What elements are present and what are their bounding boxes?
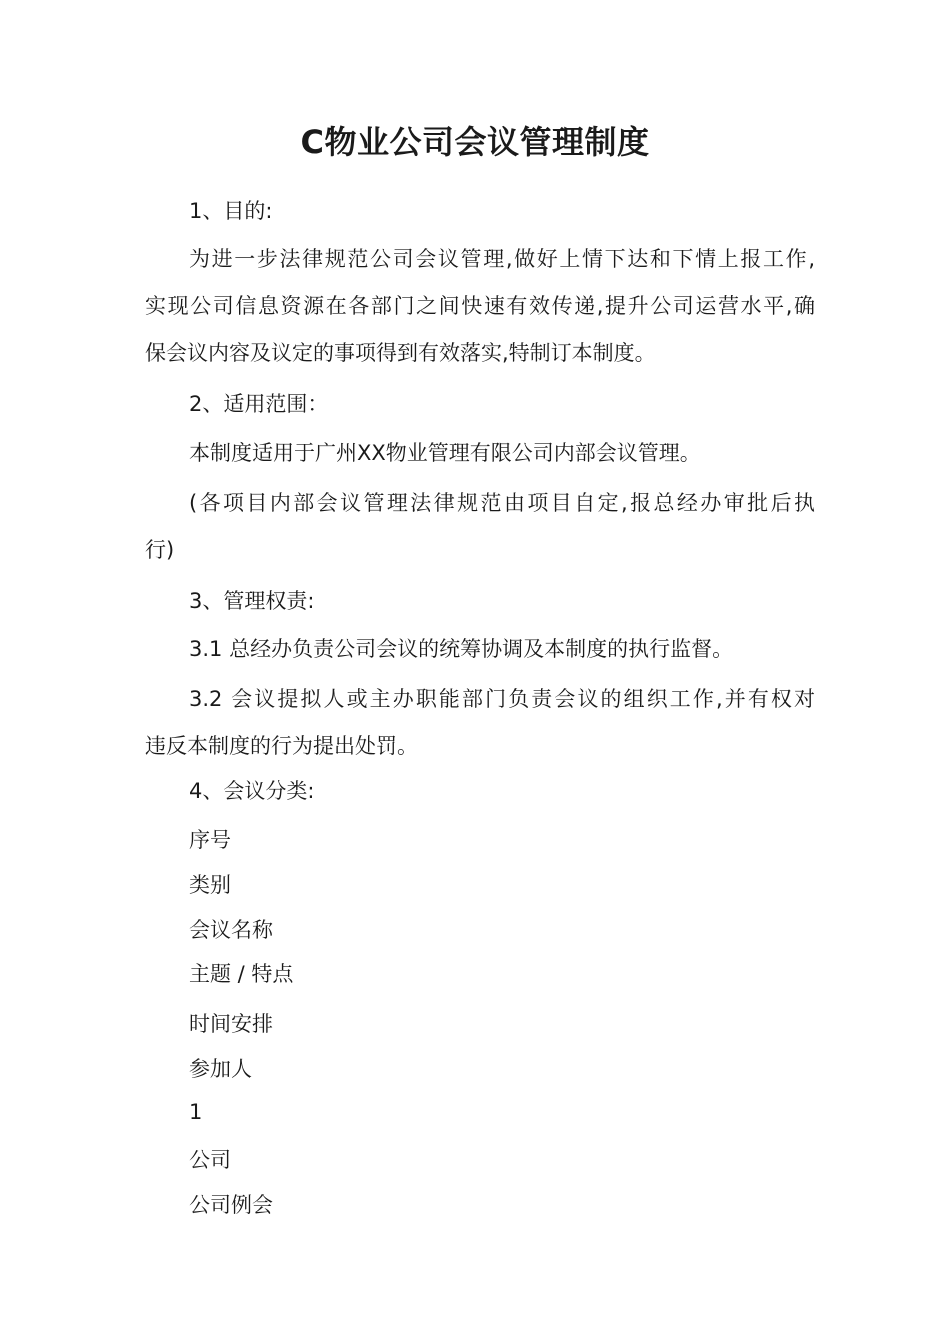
classification-list-item: 序号 (189, 828, 231, 852)
section-4-heading: 4、会议分类: (189, 779, 315, 803)
section-1-heading: 1、目的: (189, 199, 273, 223)
classification-list-item: 公司 (189, 1148, 231, 1172)
classification-list-item: 类别 (189, 873, 231, 897)
classification-list-item: 主题 / 特点 (189, 962, 294, 986)
classification-list-item: 时间安排 (189, 1012, 273, 1036)
classification-list-item: 会议名称 (189, 918, 273, 942)
section-3-item-2-line-2: 违反本制度的行为提出处罚。 (145, 734, 418, 758)
section-3-heading: 3、管理权责: (189, 589, 315, 613)
section-3-item-2-line-1: 3.2 会议提拟人或主办职能部门负责会议的组织工作,并有权对 (189, 687, 815, 711)
classification-list-item: 1 (189, 1100, 203, 1124)
classification-list-item: 参加人 (189, 1057, 252, 1081)
section-2-note-line-2: 行) (145, 538, 175, 562)
section-1-paragraph-line-3: 保会议内容及议定的事项得到有效落实,特制订本制度。 (145, 341, 656, 365)
section-1-paragraph-line-2: 实现公司信息资源在各部门之间快速有效传递,提升公司运营水平,确 (145, 294, 815, 318)
section-3-item-1: 3.1 总经办负责公司会议的统筹协调及本制度的执行监督。 (189, 637, 734, 661)
section-2-paragraph: 本制度适用于广州XX物业管理有限公司内部会议管理。 (189, 441, 701, 465)
classification-list-item: 公司例会 (189, 1193, 273, 1217)
section-2-note-line-1: (各项目内部会议管理法律规范由项目自定,报总经办审批后执 (189, 491, 815, 515)
section-1-paragraph-line-1: 为进一步法律规范公司会议管理,做好上情下达和下情上报工作, (189, 247, 815, 271)
document-title: C物业公司会议管理制度 (300, 123, 650, 161)
section-2-heading: 2、适用范围： (189, 392, 329, 416)
